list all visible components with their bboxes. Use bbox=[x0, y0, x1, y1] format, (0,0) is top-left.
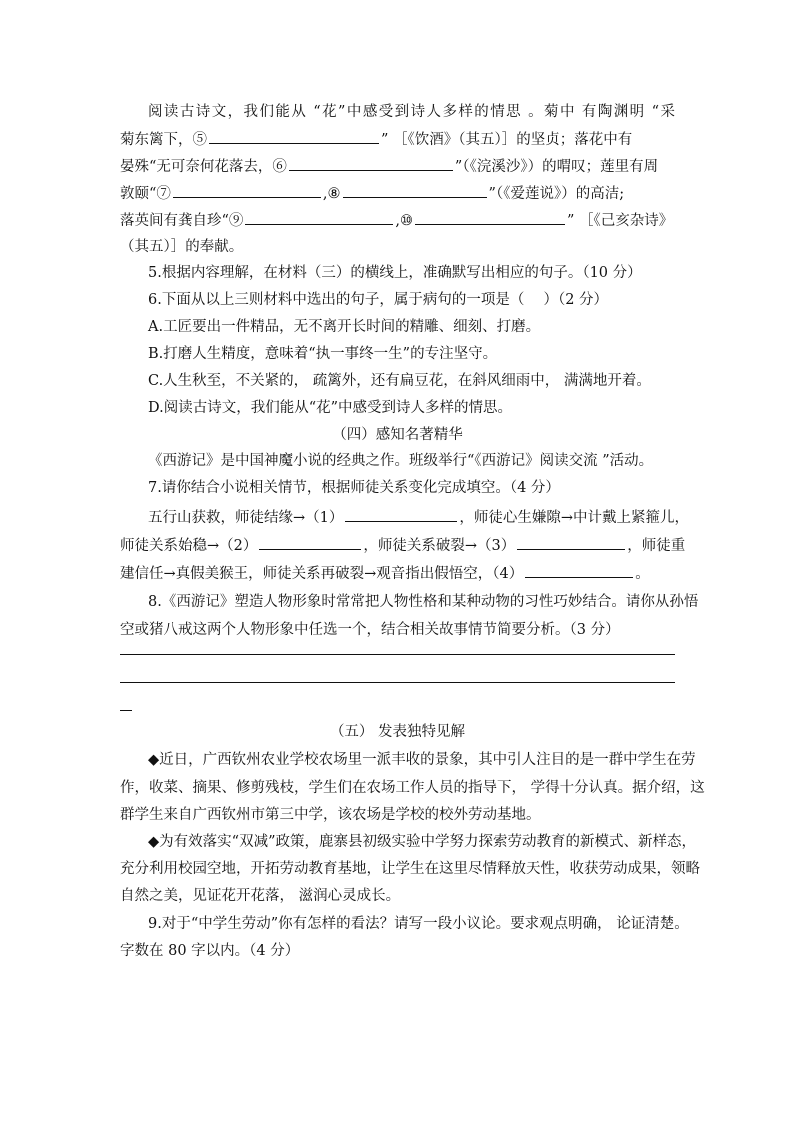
blank-9[interactable] bbox=[245, 210, 393, 225]
section-4-intro: 《西游记》是中国神魔小说的经典之作。班级举行“《西游记》阅读交流 ”活动。 bbox=[148, 453, 654, 469]
poem-line-4: 敦颐“⑦ ,⑧ ”（《爱莲说》）的高洁; bbox=[120, 183, 675, 204]
question-9-line-2: 字数在 80 字以内。（4 分） bbox=[120, 943, 300, 959]
question-6-option-b: B.打磨人生精度，意味着“执一事终一生”的专注坚守。 bbox=[148, 346, 498, 362]
news-2-line-1: ◆为有效落实“双减”政策，鹿寨县初级实验中学努力探索劳动教育的新模式、新样态， bbox=[148, 834, 696, 850]
question-7-stem: 7.请你结合小说相关情节，根据师徒关系变化完成填空。（4 分） bbox=[148, 480, 560, 496]
blank-q7-3[interactable] bbox=[517, 535, 625, 550]
question-7-line-1: 五行山获救，师徒结缘→（1） ，师徒心生嫌隙→中计戴上紧箍儿， bbox=[148, 507, 675, 528]
blank-q7-4[interactable] bbox=[525, 563, 633, 578]
poem-line-1: 阅读古诗文，我们能从 “花”中感受到诗人多样的情思 。菊中 有陶渊明 “采 bbox=[148, 104, 675, 120]
poem-line-5: 落英间有龚自珍“⑨ ,⑩ ” ［《己亥杂诗》 bbox=[120, 210, 675, 231]
question-7-line-2: 师徒关系始稳→（2） ，师徒关系破裂→（3） ，师徒重 bbox=[120, 535, 675, 556]
poem-line-3: 晏殊“无可奈何花落去，⑥ ”（《浣溪沙》）的喟叹；莲里有周 bbox=[120, 156, 675, 177]
question-5: 5.根据内容理解，在材料（三）的横线上，准确默写出相应的句子。（10 分） bbox=[148, 265, 642, 281]
poem-line-6: （其五）］的奉献。 bbox=[120, 239, 244, 255]
question-6-option-c: C.人生秋至，不关紧的， 疏篱外，还有扁豆花，在斜风细雨中， 满满地开着。 bbox=[148, 373, 651, 389]
question-6-option-d: D.阅读古诗文，我们能从“花”中感受到诗人多样的情思。 bbox=[148, 400, 513, 416]
blank-8[interactable] bbox=[343, 183, 487, 198]
answer-line-3[interactable] bbox=[120, 710, 132, 711]
question-9-line-1: 9.对于“中学生劳动”你有怎样的看法？请写一段小议论。要求观点明确， 论证清楚。 bbox=[148, 916, 689, 932]
section-5-title: （五） 发表独特见解 bbox=[329, 724, 466, 740]
news-1-line-1: ◆近日，广西钦州农业学校农场里一派丰收的景象，其中引人注目的是一群中学生在劳 bbox=[148, 752, 696, 768]
blank-6[interactable] bbox=[289, 156, 453, 171]
poem-line-2: 菊东篱下，⑤ ” ［《饮酒》（其五）］的坚贞；落花中有 bbox=[120, 129, 675, 150]
blank-5[interactable] bbox=[209, 129, 379, 144]
news-2-line-3: 自然之美，见证花开花落， 滋润心灵成长。 bbox=[120, 888, 401, 904]
section-4-title: （四）感知名著精华 bbox=[332, 427, 463, 443]
answer-line-1[interactable] bbox=[120, 654, 675, 655]
question-7-line-3: 建信任→真假美猴王，师徒关系再破裂→观音指出假悟空，（4） 。 bbox=[120, 563, 675, 584]
blank-7[interactable] bbox=[173, 183, 321, 198]
question-8-line-1: 8.《西游记》塑造人物形象时常常把人物性格和某种动物的习性巧妙结合。请你从孙悟 bbox=[148, 594, 699, 610]
news-1-line-2: 作，收菜、摘果、修剪残枝，学生们在农场工作人员的指导下， 学得十分认真。据介绍，这 bbox=[120, 780, 705, 796]
question-8-line-2: 空或猪八戒这两个人物形象中任选一个，结合相关故事情节简要分析。（3 分） bbox=[120, 622, 620, 638]
news-1-line-3: 群学生来自广西钦州市第三中学，该农场是学校的校外劳动基地。 bbox=[120, 807, 541, 823]
question-6-stem: 6.下面从以上三则材料中选出的句子，属于病句的一项是（ ）（2 分） bbox=[148, 292, 609, 308]
question-6-option-a: A.工匠要出一件精品，无不离开长时间的精雕、细刻、打磨。 bbox=[148, 319, 541, 335]
answer-line-2[interactable] bbox=[120, 682, 675, 683]
news-2-line-2: 充分利用校园空地，开拓劳动教育基地，让学生在这里尽情释放天性，收获劳动成果，领略 bbox=[120, 861, 700, 877]
blank-q7-2[interactable] bbox=[259, 535, 361, 550]
blank-q7-1[interactable] bbox=[345, 507, 457, 522]
blank-10[interactable] bbox=[415, 210, 565, 225]
